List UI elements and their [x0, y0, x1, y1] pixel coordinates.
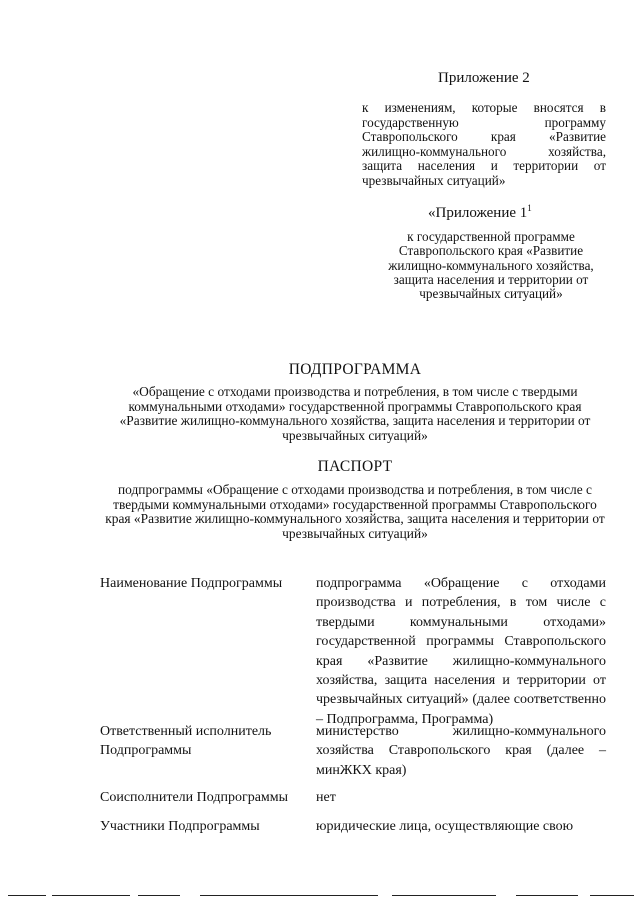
row-label: Участники Подпрограммы: [100, 819, 260, 834]
footer-rule: [590, 895, 634, 896]
appendix-sub-title-text: «Приложение 1: [428, 205, 528, 221]
footer-rule: [138, 895, 180, 896]
footer-rule: [200, 895, 378, 896]
row-label: Соисполнители Подпрограммы: [100, 790, 289, 805]
row-value: нет: [316, 790, 336, 805]
footer-rule: [8, 895, 46, 896]
appendix-sub-title: [428, 203, 532, 222]
appendix-title: Приложение 2: [438, 70, 530, 86]
scan-footer-lines: [0, 895, 640, 901]
row-value: юридические лица, осуществляющие свою: [316, 819, 574, 834]
footer-rule: [516, 895, 578, 896]
footer-rule: [392, 895, 496, 896]
appendix-sub-text: к государственной программе Ставропольского края «Развитие жилищно-коммунального хозяйства, защита населения и территории от чрезвычайных ситуаций»: [388, 229, 594, 302]
row-value: министерство жилищно-коммунального хозяйства Ставропольского края (далее – минЖКХ края): [316, 724, 606, 778]
subprogram-description: «Обращение с отходами производства и потребления, в том числе с твердыми коммунальными отходами» государственной программы Ставропольского края «Развитие жилищно-коммунального хозяйства, защита населения и территории от чрезвычайных ситуаций»: [119, 384, 591, 443]
passport-heading: ПАСПОРТ: [317, 458, 393, 475]
row-value: подпрограмма «Обращение с отходами производства и потребления, в том числе с твердыми коммунальными отходами» государственной программы Ставропольского края «Развитие жилищно-коммунального хозяйства, защита населения и территории от чрезвычайных ситуаций» (далее соответственно – Подпрограмма, Программа): [316, 576, 606, 727]
row-label: Наименование Подпрограммы: [100, 576, 283, 591]
row-label: Ответственный исполнитель Подпрограммы: [100, 724, 272, 758]
passport-description: подпрограммы «Обращение с отходами производства и потребления, в том числе с твердыми коммунальными отходами» государственной программы Ставропольского края «Развитие жилищно-коммунального хозяйства, защита населения и территории от чрезвычайных ситуаций»: [105, 482, 605, 541]
appendix-text: к изменениям, которые вносятся в государственную программу Ставропольского края «Развитие жилищно-коммунального хозяйства, защита населения и территории от чрезвычайных ситуаций»: [362, 100, 606, 188]
appendix-sub-superscript: 1: [527, 203, 532, 213]
footer-rule: [52, 895, 130, 896]
subprogram-heading: ПОДПРОГРАММА: [288, 361, 422, 378]
